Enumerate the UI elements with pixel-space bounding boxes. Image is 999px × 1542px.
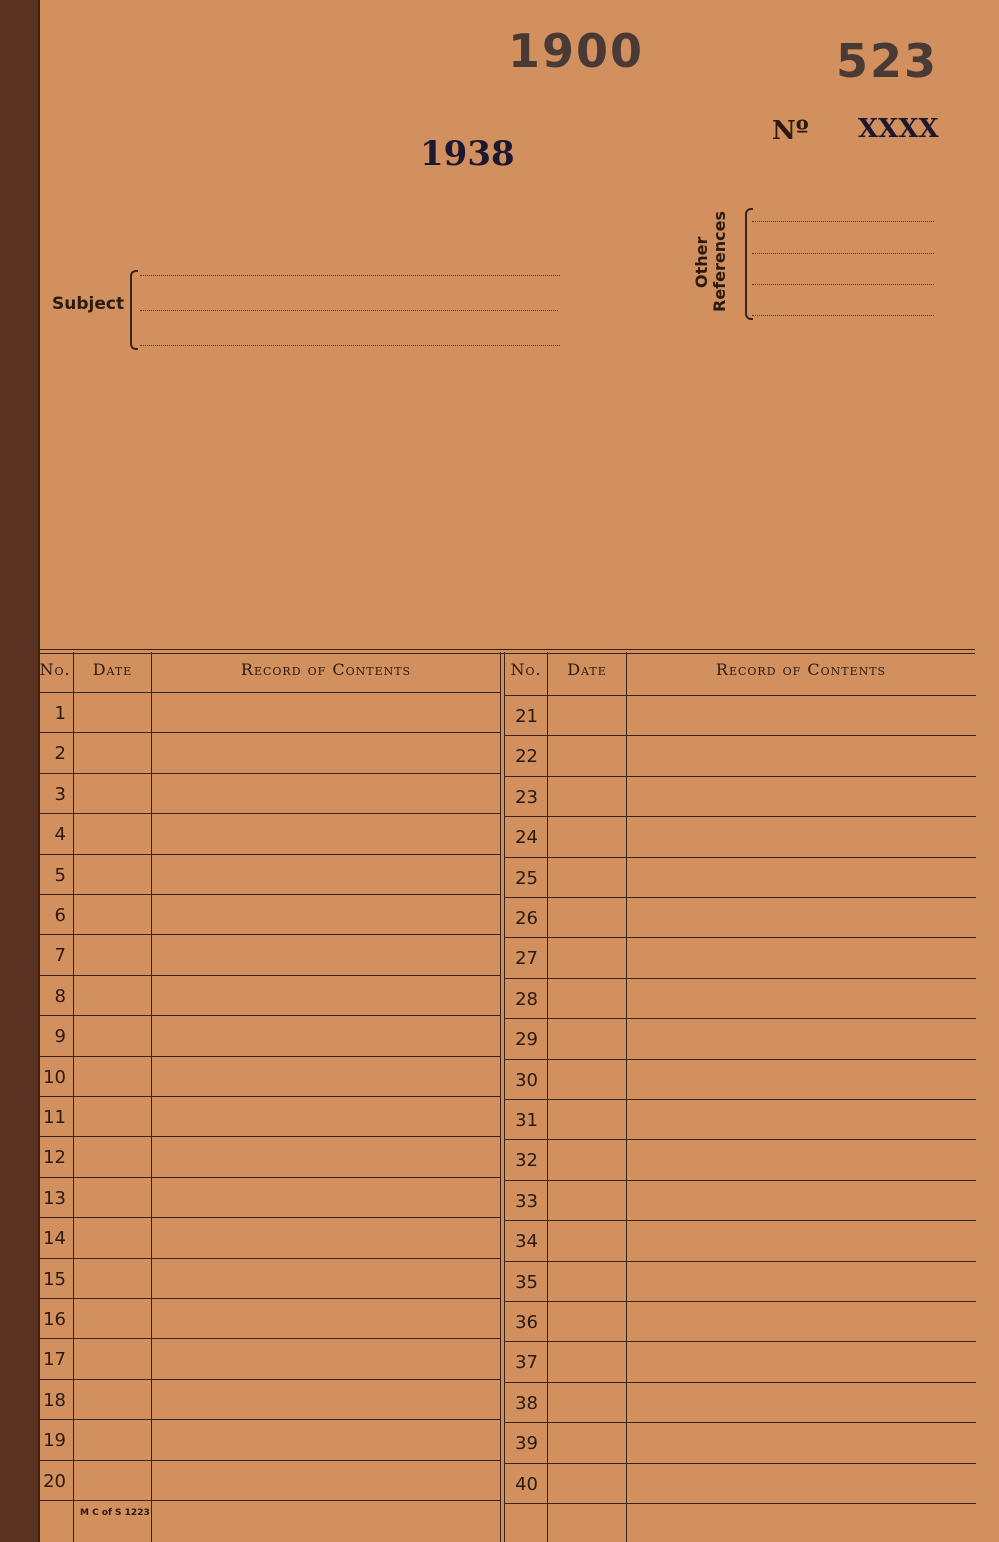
row-rule-left [40,813,500,814]
row-rule-right [504,857,976,858]
row-number-left: 18 [43,1390,66,1411]
row-rule-right [504,776,976,777]
row-rule-left [40,1419,500,1420]
row-number-left: 3 [54,784,66,805]
header-no-right: No. [510,660,542,679]
row-number-right: 23 [515,787,538,808]
row-rule-right [504,978,976,979]
header-record-left: Record of Contents [240,660,412,679]
row-number-left: 15 [43,1269,66,1290]
row-number-left: 6 [54,905,66,926]
row-number-left: 20 [43,1471,66,1492]
subject-label: Subject [52,294,125,314]
row-rule-right [504,897,976,898]
row-rule-left [40,1177,500,1178]
column-divider [626,652,627,1542]
references-brace [745,208,753,320]
row-number-left: 7 [54,945,66,966]
row-rule-left [40,894,500,895]
row-number-right: 25 [515,868,538,889]
subject-line-2[interactable] [140,310,558,311]
row-rule-right [504,1180,976,1181]
subject-line-3[interactable] [140,345,560,346]
row-number-left: 17 [43,1349,66,1370]
row-rule-left [40,773,500,774]
row-rule-right [504,1220,976,1221]
reference-line-3[interactable] [752,284,934,285]
row-rule-left [40,1136,500,1137]
row-number-left: 11 [43,1107,66,1128]
folder-spine [0,0,40,1542]
row-rule-right [504,735,976,736]
row-rule-right [504,1018,976,1019]
row-number-right: 30 [515,1070,538,1091]
row-number-right: 40 [515,1474,538,1495]
row-number-left: 12 [43,1147,66,1168]
row-number-right: 36 [515,1312,538,1333]
other-references-line2: References [710,211,729,312]
row-number-left: 13 [43,1188,66,1209]
other-references-line1: Other [692,236,711,288]
row-rule-left [40,1217,500,1218]
subject-brace [130,270,138,350]
row-rule-left [40,854,500,855]
row-number-right: 24 [515,827,538,848]
year-stamp: 1900 [508,24,645,78]
row-rule-right [504,1139,976,1140]
row-rule-left [40,692,500,693]
row-rule-left [40,1056,500,1057]
row-number-right: 31 [515,1110,538,1131]
row-number-left: 14 [43,1228,66,1249]
row-number-right: 32 [515,1150,538,1171]
row-number-left: 4 [54,824,66,845]
row-number-right: 27 [515,948,538,969]
row-number-right: 39 [515,1433,538,1454]
row-rule-left [40,1298,500,1299]
handwritten-year: 1938 [420,134,515,174]
row-number-right: 21 [515,706,538,727]
column-divider [151,652,152,1542]
row-number-right: 26 [515,908,538,929]
header-no-left: No. [39,660,71,679]
table-top-rule [40,649,975,654]
row-rule-right [504,1463,976,1464]
reference-line-4[interactable] [752,315,934,316]
row-rule-right [504,1261,976,1262]
row-rule-right [504,695,976,696]
row-number-left: 9 [54,1026,66,1047]
file-number-label: Nº [772,116,809,146]
row-rule-right [504,1422,976,1423]
row-number-right: 28 [515,989,538,1010]
column-divider [504,652,505,1542]
row-rule-left [40,1500,500,1501]
row-number-right: 22 [515,746,538,767]
row-number-right: 33 [515,1191,538,1212]
row-rule-left [40,1015,500,1016]
file-number-value: XXXX [858,114,939,144]
row-number-left: 5 [54,865,66,886]
column-divider [547,652,548,1542]
column-divider [73,652,74,1542]
number-stamp: 523 [836,34,939,88]
reference-line-2[interactable] [752,253,934,254]
row-number-right: 38 [515,1393,538,1414]
row-number-left: 16 [43,1309,66,1330]
row-number-right: 34 [515,1231,538,1252]
row-rule-right [504,1059,976,1060]
column-divider [500,652,501,1542]
row-rule-right [504,937,976,938]
form-code: M C of S 1223 [80,1508,150,1518]
row-rule-left [40,1096,500,1097]
row-rule-left [40,732,500,733]
row-rule-left [40,975,500,976]
header-date-right: Date [567,660,607,679]
row-number-left: 10 [43,1067,66,1088]
header-record-right: Record of Contents [715,660,887,679]
row-rule-left [40,934,500,935]
row-rule-right [504,1503,976,1504]
row-number-right: 29 [515,1029,538,1050]
subject-line-1[interactable] [140,275,560,276]
row-rule-right [504,1099,976,1100]
row-number-left: 2 [54,743,66,764]
header-date-left: Date [92,660,133,679]
row-number-left: 1 [54,703,66,724]
row-rule-right [504,1382,976,1383]
row-number-right: 35 [515,1272,538,1293]
other-references-label [690,208,750,318]
row-rule-right [504,1341,976,1342]
row-rule-right [504,1301,976,1302]
row-number-left: 8 [54,986,66,1007]
row-rule-left [40,1379,500,1380]
row-rule-left [40,1460,500,1461]
row-rule-left [40,1338,500,1339]
row-rule-left [40,1258,500,1259]
row-number-left: 19 [43,1430,66,1451]
reference-line-1[interactable] [752,221,934,222]
row-rule-right [504,816,976,817]
row-number-right: 37 [515,1352,538,1373]
